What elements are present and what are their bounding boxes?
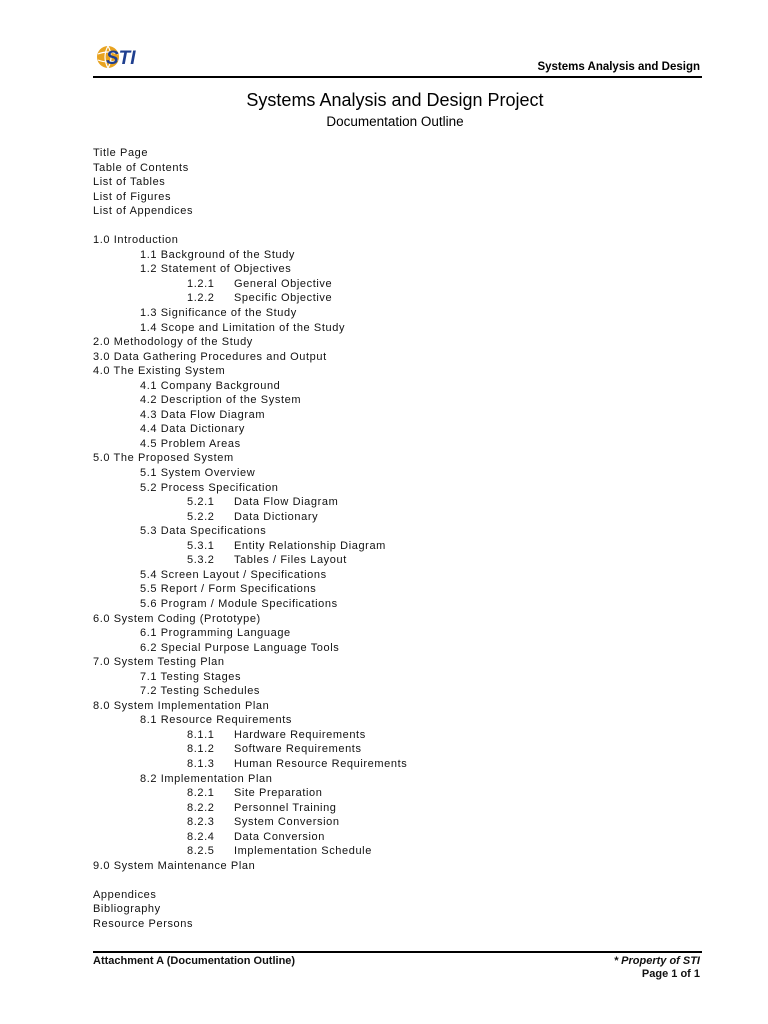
logo-text: STI xyxy=(106,48,136,69)
footer-attachment-label: Attachment A (Documentation Outline) xyxy=(93,955,296,967)
outline-subsection xyxy=(93,510,693,525)
outline-subsection xyxy=(93,786,693,801)
outline-section: 5.4 Screen Layout / Specifications xyxy=(140,568,327,581)
outline-chapter: 8.0 System Implementation Plan xyxy=(93,699,270,712)
outline-number: 5.3.1 xyxy=(187,539,215,552)
front-matter-item: List of Appendices xyxy=(93,205,194,218)
outline-section: 5.1 System Overview xyxy=(140,467,256,480)
outline-number: 5.3.2 xyxy=(187,554,215,567)
outline-text: Software Requirements xyxy=(234,743,362,756)
outline-chapter: 4.0 The Existing System xyxy=(93,365,226,378)
outline-chapter: 1.0 Introduction xyxy=(93,234,179,247)
outline-text: Tables / Files Layout xyxy=(234,554,347,567)
footer-property-note: * Property of STI xyxy=(613,955,700,967)
outline-number: 8.1.2 xyxy=(187,743,215,756)
footer-right xyxy=(614,955,700,981)
footer-page-number: Page 1 of 1 xyxy=(641,968,700,980)
outline-section: 4.5 Problem Areas xyxy=(140,437,241,450)
globe-icon xyxy=(96,42,150,72)
outline-number: 8.2.1 xyxy=(187,787,215,800)
outline-section: 6.1 Programming Language xyxy=(140,627,291,640)
outline-section: 4.3 Data Flow Diagram xyxy=(140,408,266,421)
outline-section: 5.3 Data Specifications xyxy=(140,525,267,538)
outline-number: 8.2.5 xyxy=(187,845,215,858)
footer-divider xyxy=(93,951,702,953)
back-matter-item: Resource Persons xyxy=(93,917,194,930)
back-matter-item: Bibliography xyxy=(93,903,161,916)
outline-subsection xyxy=(93,728,693,743)
front-matter-item: Title Page xyxy=(93,147,149,159)
outline-section: 6.2 Special Purpose Language Tools xyxy=(140,641,340,654)
spacer xyxy=(93,873,693,888)
outline-chapter: 5.0 The Proposed System xyxy=(93,452,234,465)
outline-text: Personnel Training xyxy=(234,801,337,814)
outline-section: 4.4 Data Dictionary xyxy=(140,423,245,436)
outline-text: Data Dictionary xyxy=(234,510,319,523)
back-matter-item: Appendices xyxy=(93,888,157,901)
outline-subsection xyxy=(93,742,693,757)
outline-subsection xyxy=(93,539,693,554)
outline-chapter: 9.0 System Maintenance Plan xyxy=(93,859,256,872)
outline-subsection xyxy=(93,801,693,816)
outline-chapter: 6.0 System Coding (Prototype) xyxy=(93,612,261,625)
outline-text: Implementation Schedule xyxy=(234,845,372,858)
outline-text: General Objective xyxy=(234,277,333,290)
front-matter-item: List of Figures xyxy=(93,190,172,203)
outline-text: Data Flow Diagram xyxy=(234,496,339,509)
header-divider xyxy=(93,76,702,78)
sti-logo xyxy=(96,42,150,72)
outline-subsection xyxy=(93,815,693,830)
outline-section: 5.2 Process Specification xyxy=(140,481,279,494)
outline-section: 1.1 Background of the Study xyxy=(140,248,296,261)
outline-subsection xyxy=(93,553,693,568)
outline-section: 8.1 Resource Requirements xyxy=(140,714,292,727)
outline-section: 1.4 Scope and Limitation of the Study xyxy=(140,321,346,334)
outline-number: 8.1.3 xyxy=(187,757,215,770)
outline-number: 5.2.1 xyxy=(187,496,215,509)
outline-section: 4.2 Description of the System xyxy=(140,394,302,407)
outline-section: 1.2 Statement of Objectives xyxy=(140,263,292,276)
front-matter-item: List of Tables xyxy=(93,176,166,189)
outline-section: 4.1 Company Background xyxy=(140,379,281,392)
outline-number: 8.2.4 xyxy=(187,830,215,843)
outline-chapter: 2.0 Methodology of the Study xyxy=(93,336,253,349)
outline-number: 1.2.2 xyxy=(187,292,215,305)
spacer xyxy=(93,219,693,234)
outline-subsection xyxy=(93,757,693,772)
outline-section: 5.5 Report / Form Specifications xyxy=(140,583,317,596)
documentation-outline xyxy=(93,146,693,932)
outline-number: 8.2.3 xyxy=(187,816,215,829)
outline-subsection xyxy=(93,830,693,845)
outline-section: 7.2 Testing Schedules xyxy=(140,685,261,698)
running-header-title: Systems Analysis and Design xyxy=(537,61,700,73)
outline-section: 5.6 Program / Module Specifications xyxy=(140,597,338,610)
document-subtitle: Documentation Outline xyxy=(326,114,464,129)
outline-section: 7.1 Testing Stages xyxy=(140,670,242,683)
outline-text: Specific Objective xyxy=(234,292,333,305)
outline-section: 1.3 Significance of the Study xyxy=(140,307,297,320)
outline-subsection xyxy=(93,277,693,292)
outline-number: 8.1.1 xyxy=(187,728,215,741)
outline-number: 5.2.2 xyxy=(187,510,215,523)
outline-text: Entity Relationship Diagram xyxy=(234,539,386,552)
outline-chapter: 7.0 System Testing Plan xyxy=(93,656,225,669)
outline-section: 8.2 Implementation Plan xyxy=(140,772,273,785)
outline-subsection xyxy=(93,495,693,510)
outline-subsection xyxy=(93,844,693,859)
front-matter-item: Table of Contents xyxy=(93,161,189,174)
outline-text: Site Preparation xyxy=(234,787,323,800)
outline-chapter: 3.0 Data Gathering Procedures and Output xyxy=(93,350,327,363)
outline-number: 1.2.1 xyxy=(187,277,215,290)
outline-text: Human Resource Requirements xyxy=(234,757,408,770)
outline-text: System Conversion xyxy=(234,816,340,829)
outline-text: Hardware Requirements xyxy=(234,728,366,741)
document-title: Systems Analysis and Design Project xyxy=(246,90,544,110)
outline-subsection xyxy=(93,291,693,306)
outline-text: Data Conversion xyxy=(234,830,325,843)
outline-number: 8.2.2 xyxy=(187,801,215,814)
